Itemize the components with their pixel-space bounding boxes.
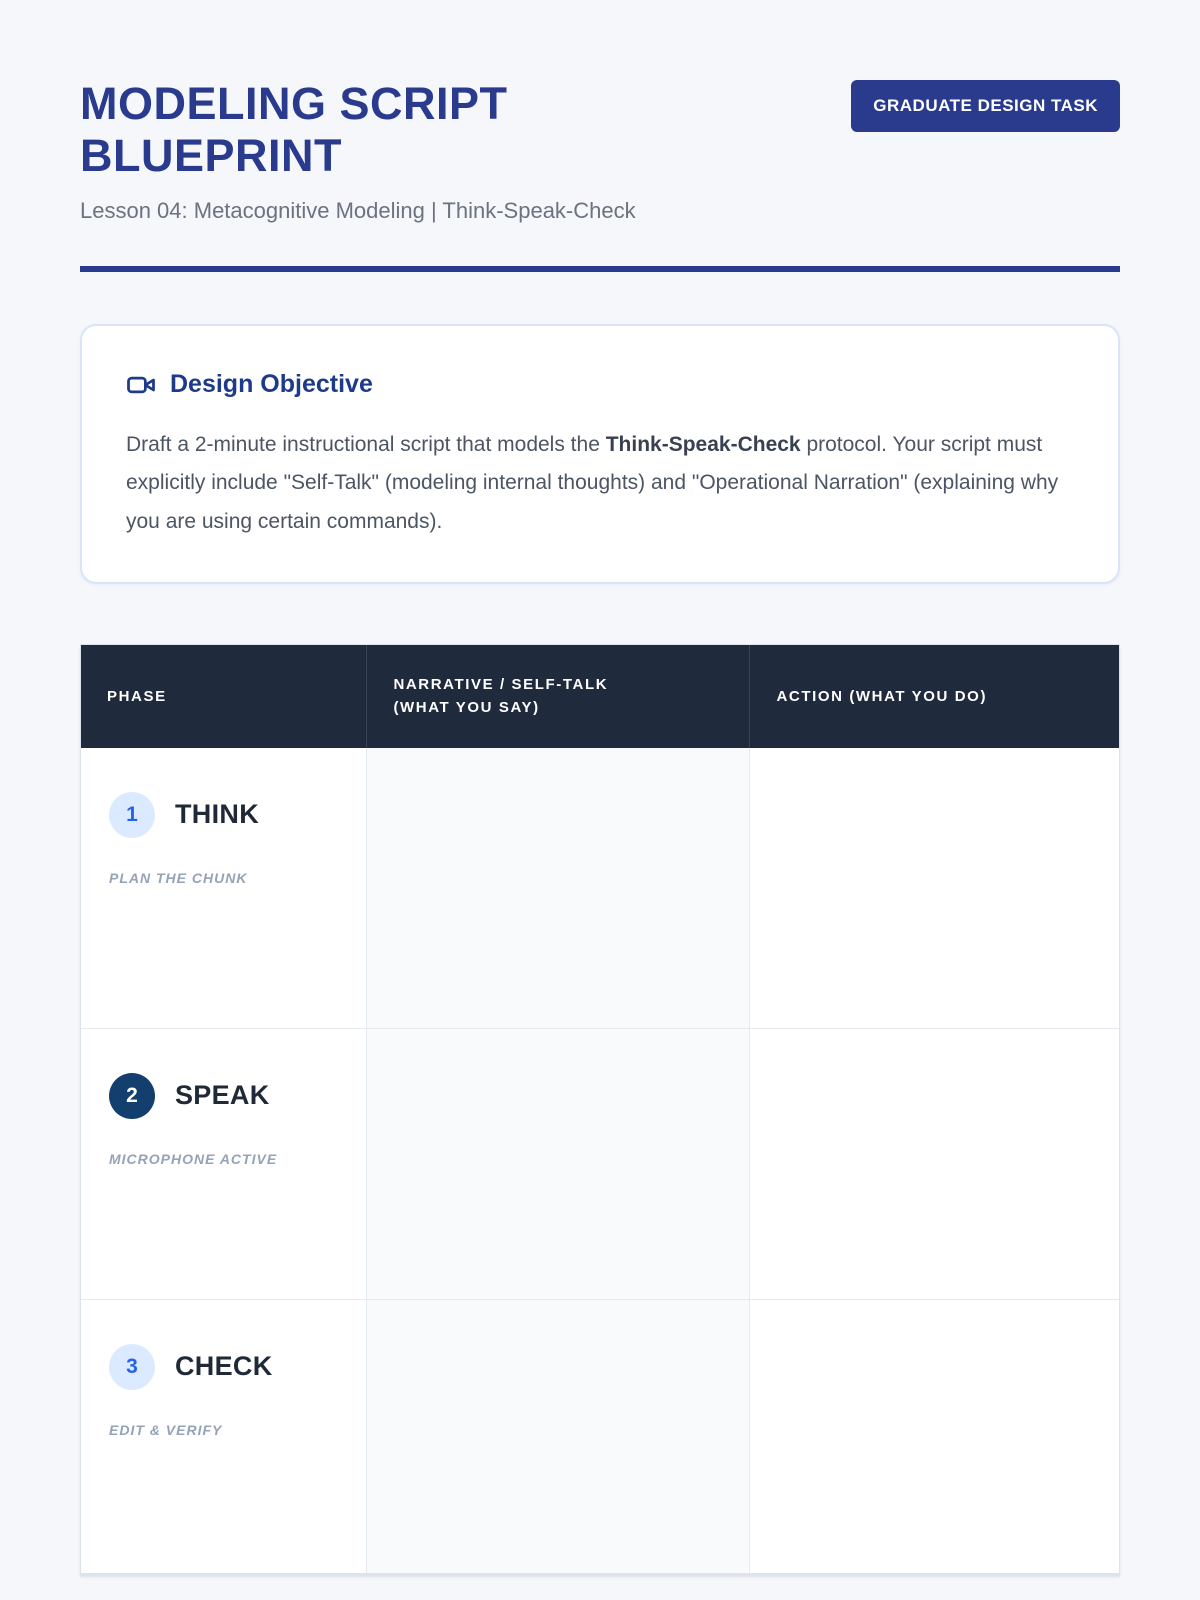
column-header-text: ACTION (WHAT YOU DO) <box>776 687 988 705</box>
phase-subtitle: PLAN THE CHUNK <box>109 869 248 886</box>
phase-name: THINK <box>175 799 259 830</box>
lesson-subtitle: Lesson 04: Metacognitive Modeling | Think-Speak-Check <box>80 197 636 223</box>
table-row-think <box>81 748 1119 1028</box>
objective-text-bold: Think-Speak-Check <box>605 432 801 456</box>
objective-text-before: Draft a 2-minute instructional script that models the <box>126 432 606 456</box>
phase-subtitle: EDIT & VERIFY <box>109 1421 223 1438</box>
phase-name: SPEAK <box>175 1080 270 1111</box>
objective-text-after: protocol. Your script must explicitly include "Self-Talk" (modeling internal thoughts) and "Operational Narration" (explaining why you are using certain commands). <box>126 432 1059 534</box>
phase-cell-think <box>81 748 366 1028</box>
task-badge: GRADUATE DESIGN TASK <box>851 80 1120 132</box>
action-cell-check[interactable] <box>749 1300 1119 1573</box>
table-body <box>81 748 1119 1573</box>
phase-name: CHECK <box>175 1351 273 1382</box>
header-divider <box>80 266 1120 272</box>
action-cell-speak[interactable] <box>749 1029 1119 1299</box>
phase-cell-check <box>81 1300 366 1573</box>
header <box>80 78 1120 272</box>
narrative-cell-speak[interactable] <box>366 1029 749 1299</box>
column-header-text: NARRATIVE / SELF-TALK <box>393 676 609 694</box>
narrative-cell-check[interactable] <box>366 1300 749 1573</box>
table-row-speak <box>81 1028 1119 1299</box>
column-header-phase <box>81 645 366 748</box>
table-header-row <box>81 645 1119 748</box>
column-header-narrative <box>366 645 749 748</box>
phase-number-badge: 1 <box>109 792 155 838</box>
objective-title: Design Objective <box>170 370 373 398</box>
table-row-check <box>81 1299 1119 1573</box>
narrative-cell-think[interactable] <box>366 748 749 1028</box>
column-header-text: PHASE <box>107 687 167 705</box>
phase-subtitle: MICROPHONE ACTIVE <box>109 1150 278 1167</box>
video-camera-icon <box>126 370 156 400</box>
objective-body <box>126 426 1066 543</box>
action-cell-think[interactable] <box>749 748 1119 1028</box>
script-table <box>80 644 1120 1574</box>
column-header-action <box>749 645 1119 748</box>
column-header-text: (WHAT YOU SAY) <box>393 699 540 717</box>
phase-cell-speak <box>81 1029 366 1299</box>
design-objective-card <box>80 324 1120 585</box>
phase-number-badge: 2 <box>109 1073 155 1119</box>
page-title: MODELING SCRIPT BLUEPRINT <box>80 78 508 181</box>
phase-number-badge: 3 <box>109 1344 155 1390</box>
